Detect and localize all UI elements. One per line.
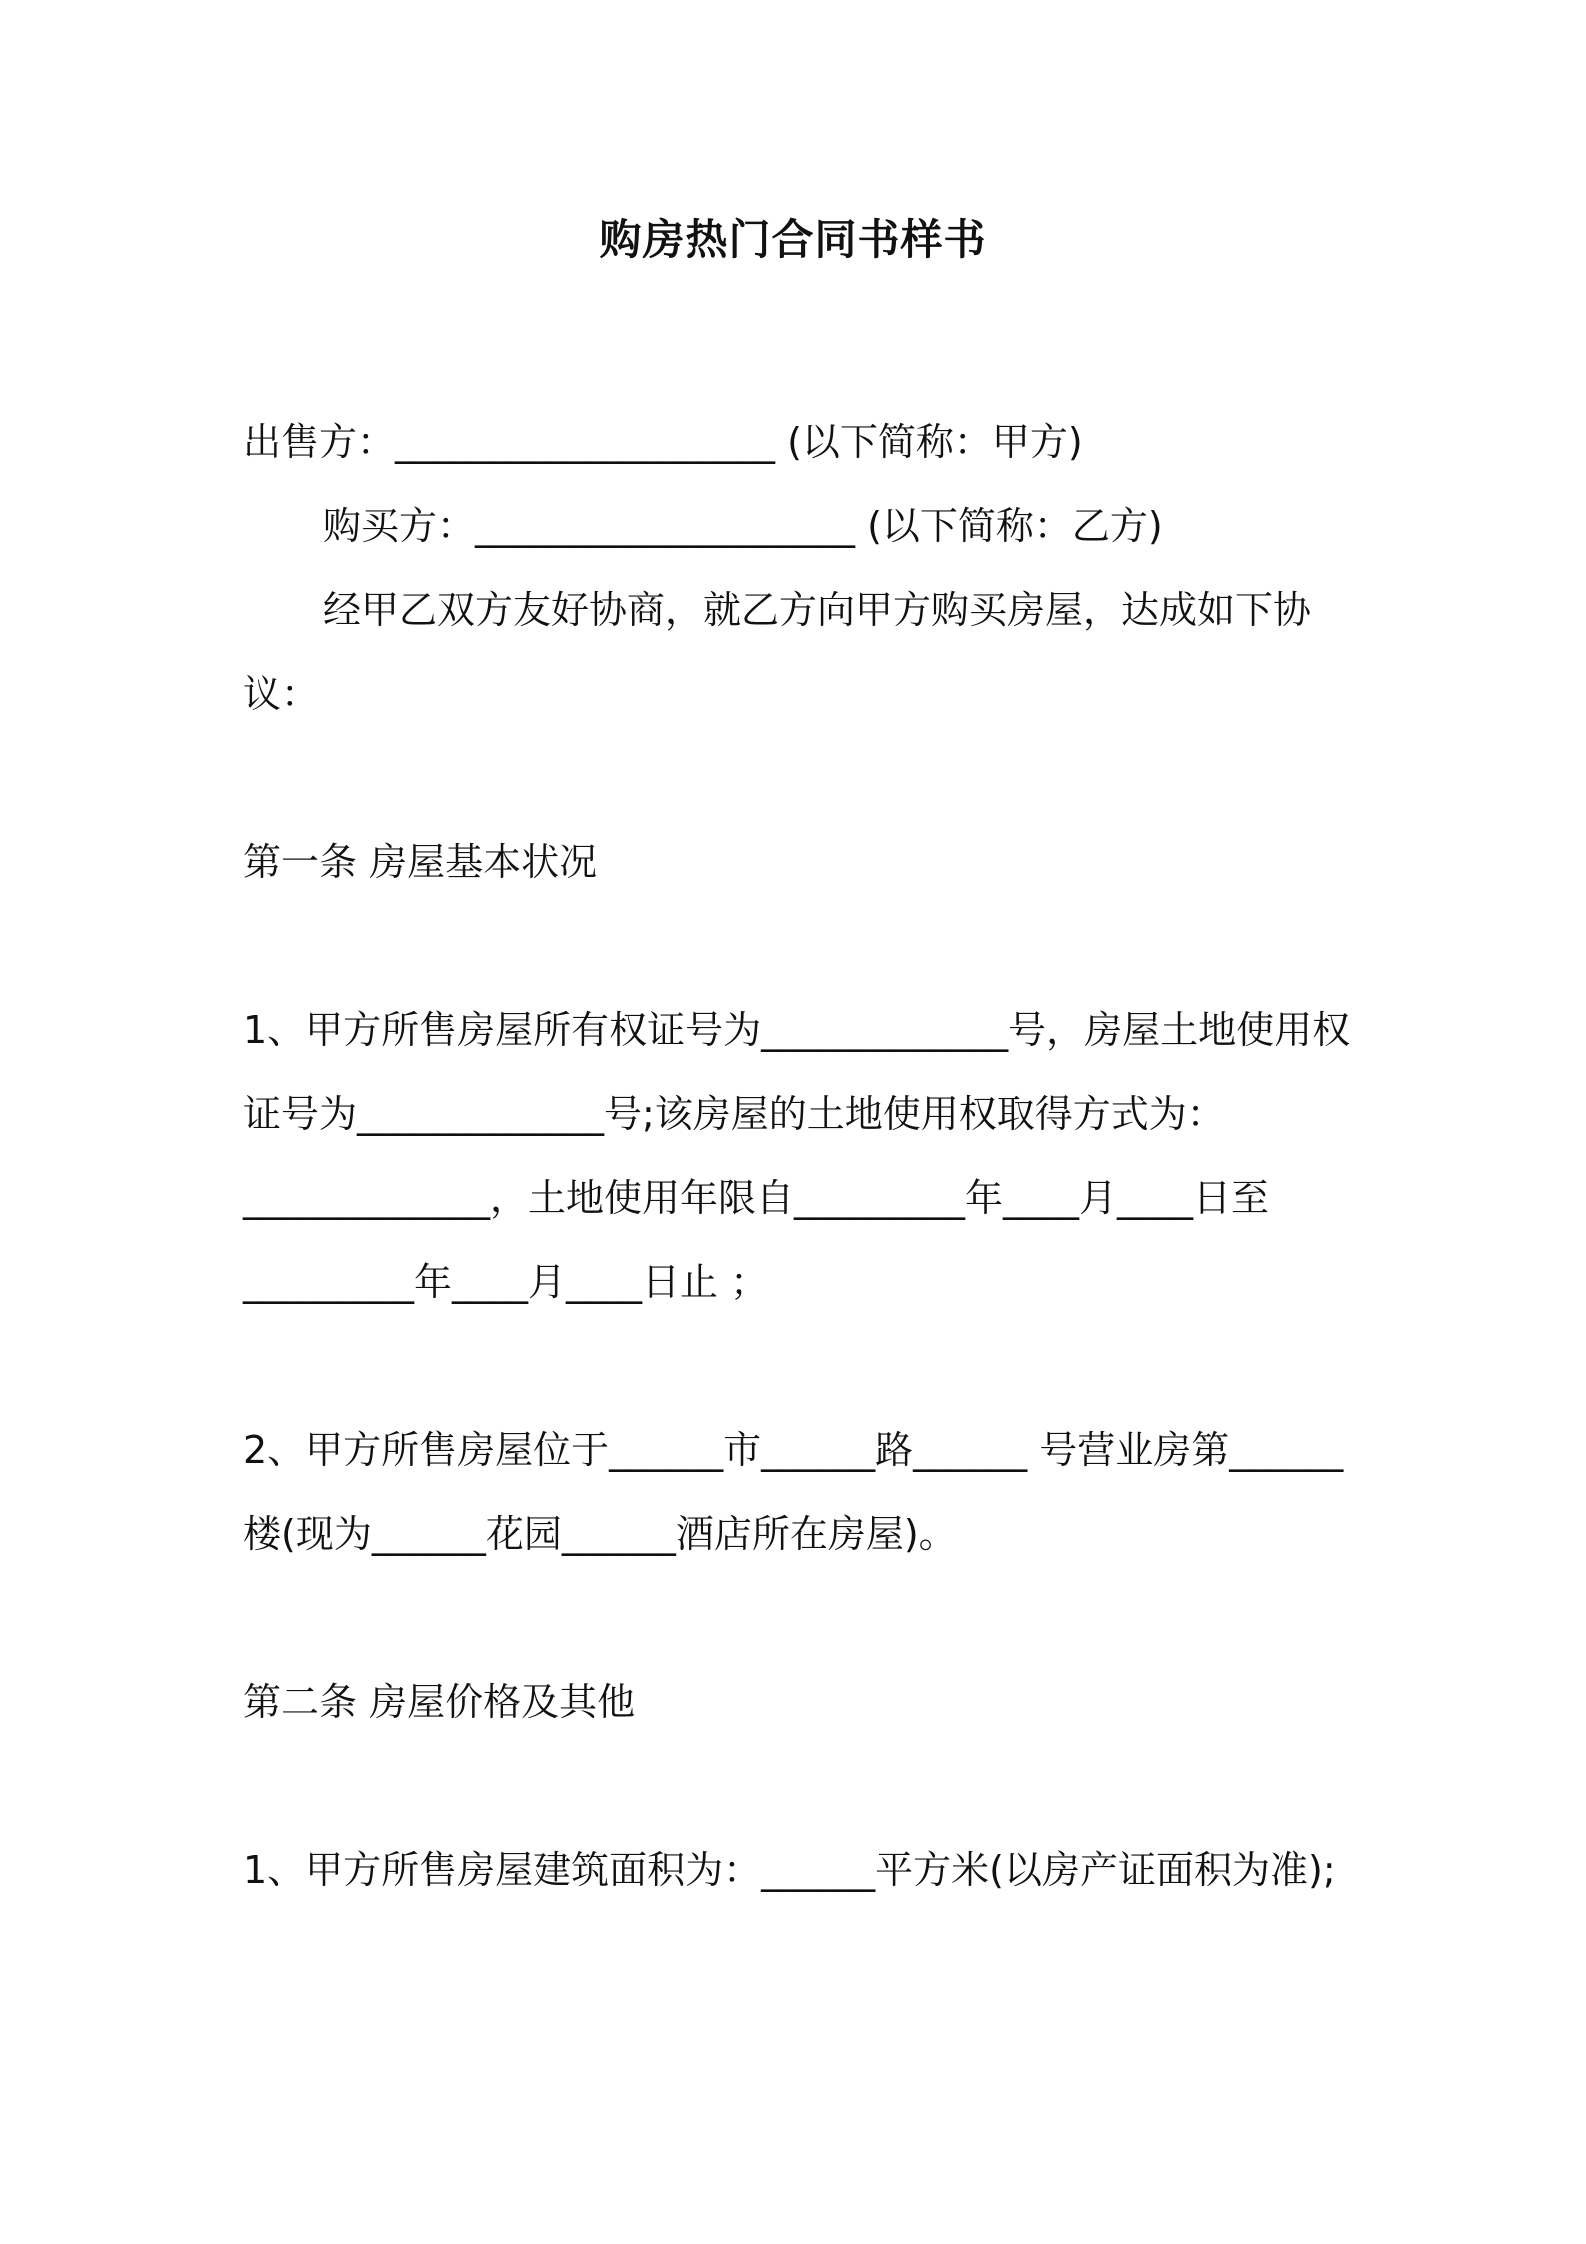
spacer — [243, 736, 1358, 820]
article-2-clause-1: 1、甲方所售房屋建筑面积为：______平方米(以房产证面积为准); — [243, 1848, 1336, 1892]
spacer — [243, 1744, 1358, 1828]
article-2-heading: 第二条 房屋价格及其他 — [243, 1680, 636, 1724]
article-1-clause-2: 2、甲方所售房屋位于______市______路______ 号营业房第______楼(现为______花园______酒店所在房屋)。 — [243, 1428, 1344, 1556]
agreement-intro: 经甲乙双方友好协商，就乙方向甲方购买房屋，达成如下协议： — [243, 588, 1312, 716]
seller-line: 出售方：____________________ (以下简称：甲方) — [243, 420, 1083, 464]
spacer — [243, 1576, 1358, 1660]
article-1-heading: 第一条 房屋基本状况 — [243, 840, 598, 884]
spacer — [243, 1324, 1358, 1408]
document-body — [243, 400, 1358, 1912]
buyer-line: 购买方：____________________ (以下简称：乙方) — [323, 504, 1163, 548]
document-title: 购房热门合同书样书 — [599, 215, 987, 264]
article-1-clause-1: 1、甲方所售房屋所有权证号为_____________号，房屋土地使用权证号为_____________号;该房屋的土地使用权取得方式为：_____________，土地使用年限自_________年____月____日至_________年____月____日止 ； — [243, 1008, 1351, 1304]
spacer — [243, 904, 1358, 988]
